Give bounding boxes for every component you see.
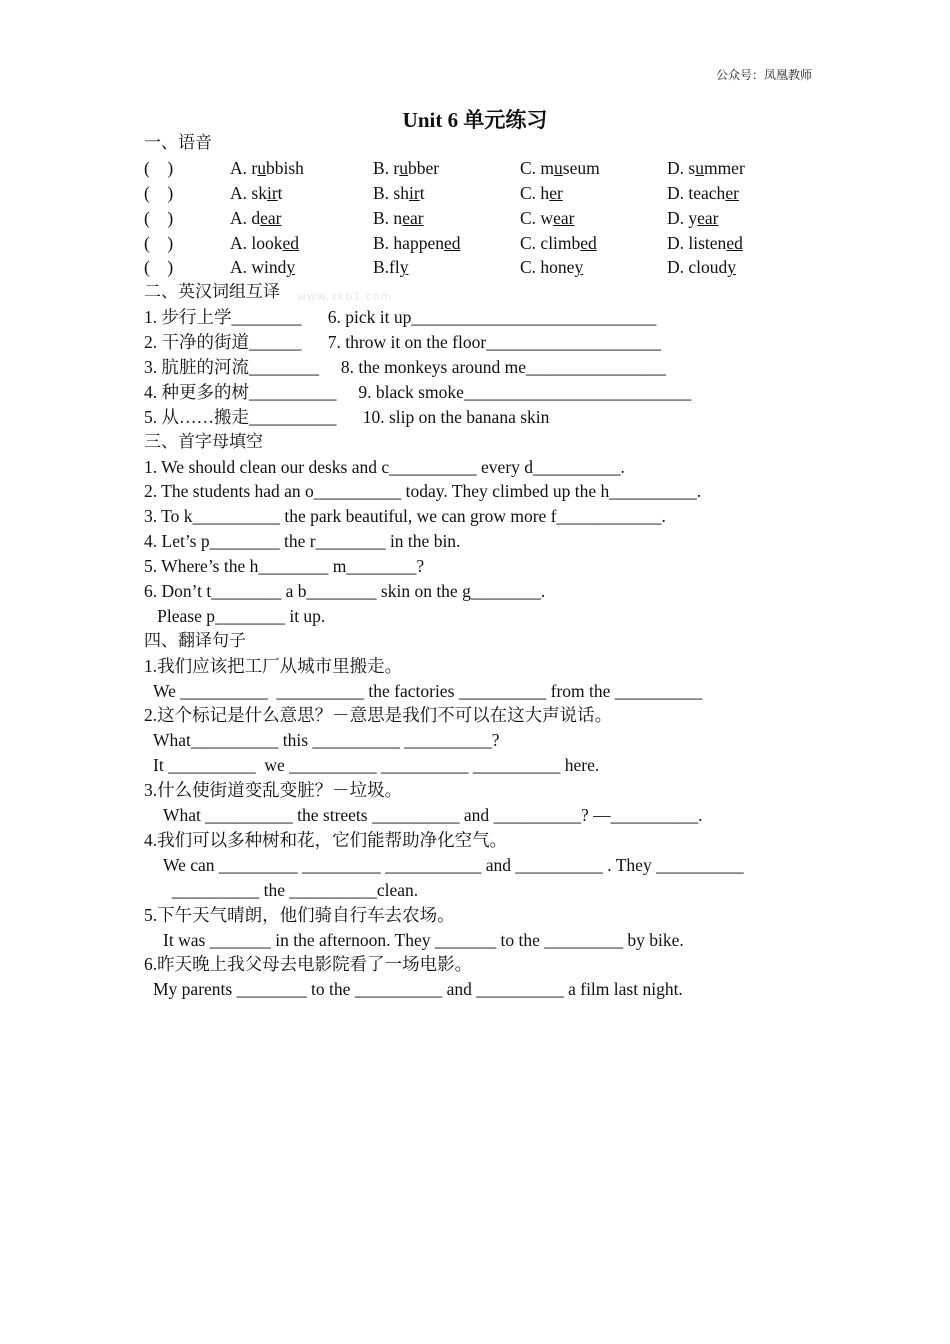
translation-answer-line: We __________ __________ the factories __________ from the __________ [153, 680, 703, 701]
translation-prompt: 4.我们可以多种树和花，它们能帮助净化空气。 [144, 829, 508, 850]
header-note: 公众号：凤凰教师 [715, 68, 812, 82]
section-heading-phonics: 一、语音 [144, 133, 212, 152]
option-text: t [277, 182, 283, 203]
first-letter-item: 3. To k__________ the park beautiful, we can grow more f____________. [144, 506, 666, 527]
watermark: www.xkb1.com [297, 290, 393, 303]
option-text: C. hone [520, 257, 575, 278]
phrase-item: 1. 步行上学________ 6. pick it up____________________________ [144, 307, 657, 328]
page-title: Unit 6 单元练习 [402, 108, 548, 132]
option-text: D. cloud [667, 257, 728, 278]
option-text: mmer [703, 157, 745, 178]
option-text: C. w [520, 207, 554, 228]
option-text: seum [562, 157, 600, 178]
worksheet-content [144, 131, 824, 1002]
underlined-letters: ed [443, 232, 461, 253]
option-c [520, 231, 597, 256]
option-text: D. teach [667, 182, 726, 203]
translation-prompt: 2.这个标记是什么意思？－意思是我们不可以在这大声说话。 [144, 705, 613, 726]
option-text: A. wind [230, 257, 287, 278]
option-text: A. look [230, 232, 283, 253]
option-text: D. listen [667, 232, 727, 253]
phonics-row [144, 156, 824, 181]
option-c [520, 181, 563, 206]
translation-answer-line: My parents ________ to the __________ and __________ a film last night. [153, 979, 683, 1000]
option-b [373, 231, 461, 256]
answer-bracket: ( ) [144, 257, 174, 278]
option-b [373, 255, 409, 280]
underlined-letters: ed [282, 232, 300, 253]
option-text: B. n [373, 207, 403, 228]
option-text: B.fl [373, 257, 400, 278]
phonics-row [144, 206, 824, 231]
option-text: A. sk [230, 182, 267, 203]
answer-bracket: ( ) [144, 157, 174, 178]
underlined-letters: y [574, 257, 584, 278]
option-text: C. climb [520, 232, 581, 253]
option-a [230, 181, 283, 206]
underlined-letters: ed [580, 232, 597, 253]
phonics-row [144, 231, 824, 256]
option-d [667, 181, 739, 206]
first-letter-item: 1. We should clean our desks and c__________ every d__________. [144, 456, 625, 477]
translation-answer-line: It was _______ in the afternoon. They _______ to the _________ by bike. [163, 929, 684, 950]
phonics-row [144, 255, 824, 280]
underlined-letters: er [725, 182, 739, 203]
underlined-letters: ed [726, 232, 743, 253]
phonics-row [144, 181, 824, 206]
option-d [667, 206, 719, 231]
option-d [667, 231, 743, 256]
phrase-item: 4. 种更多的树__________ 9. black smoke__________________________ [144, 381, 692, 402]
translation-prompt: 5.下午天气晴朗，他们骑自行车去农场。 [144, 904, 455, 925]
underlined-letters: ear [553, 207, 575, 228]
underlined-letters: u [554, 157, 563, 178]
option-b [373, 181, 425, 206]
translation-prompt: 3.什么使街道变乱变脏？－垃圾。 [144, 780, 403, 801]
underlined-letters: ear [402, 207, 424, 228]
option-text: bbish [265, 157, 304, 178]
phrase-item: 3. 肮脏的河流________ 8. the monkeys around me________________ [144, 357, 667, 378]
translation-answer-line: It __________ we __________ __________ __________ here. [153, 755, 600, 776]
underlined-letters: y [286, 257, 296, 278]
underlined-letters: y [399, 257, 409, 278]
option-text: D. y [667, 207, 698, 228]
option-a [230, 255, 295, 280]
option-a [230, 156, 304, 181]
underlined-letters: ir [266, 182, 278, 203]
section-heading-translation: 四、翻译句子 [144, 630, 246, 650]
phrase-item: 5. 从……搬走__________ 10. slip on the banana skin [144, 406, 550, 427]
phrase-item: 2. 干净的街道______ 7. throw it on the floor____________________ [144, 332, 662, 353]
first-letter-item: Please p________ it up. [144, 605, 326, 626]
answer-bracket: ( ) [144, 232, 174, 253]
option-text: C. h [520, 182, 550, 203]
option-text: A. r [230, 157, 258, 178]
section-heading-phrases: 二、英汉词组互译 [144, 282, 280, 302]
underlined-letters: ear [260, 207, 282, 228]
option-d [667, 156, 745, 181]
option-d [667, 255, 736, 280]
underlined-letters: u [257, 157, 266, 178]
translation-prompt: 6.昨天晚上我父母去电影院看了一场电影。 [144, 954, 473, 975]
option-text: B. sh [373, 182, 409, 203]
phonics-rows [144, 156, 824, 280]
translation-answer-line: What __________ the streets __________ and __________? —__________. [163, 805, 703, 826]
underlined-letters: u [695, 157, 704, 178]
underlined-letters: ir [408, 182, 420, 203]
option-c [520, 206, 574, 231]
translation-prompt: 1.我们应该把工厂从城市里搬走。 [144, 655, 403, 676]
underlined-letters: ear [697, 207, 719, 228]
option-a [230, 206, 282, 231]
option-text: t [419, 182, 425, 203]
answer-bracket: ( ) [144, 182, 174, 203]
option-b [373, 156, 439, 181]
answer-bracket: ( ) [144, 207, 174, 228]
translation-lines [144, 654, 824, 1002]
translation-answer-line: We can _________ _________ ___________ and __________ . They __________ [163, 854, 744, 875]
option-c [520, 156, 600, 181]
translation-answer-line: __________ the __________clean. [163, 879, 419, 900]
underlined-letters: y [727, 257, 737, 278]
underlined-letters: u [399, 157, 408, 178]
first-letter-item: 6. Don’t t________ a b________ skin on the g________. [144, 581, 546, 602]
phrase-lines [144, 305, 824, 429]
first-letter-item: 4. Let’s p________ the r________ in the bin. [144, 531, 461, 552]
option-c [520, 255, 583, 280]
first-letter-lines [144, 455, 824, 629]
option-text: D. s [667, 157, 696, 178]
option-b [373, 206, 424, 231]
option-text: bber [408, 157, 440, 178]
first-letter-item: 5. Where’s the h________ m________? [144, 556, 425, 577]
option-a [230, 231, 299, 256]
section-heading-first-letter: 三、首字母填空 [144, 431, 263, 451]
option-text: C. m [520, 157, 555, 178]
option-text: B. r [373, 157, 400, 178]
translation-answer-line: What__________ this __________ __________? [153, 730, 500, 751]
option-text: A. d [230, 207, 261, 228]
option-text: B. happen [373, 232, 444, 253]
underlined-letters: er [549, 182, 563, 203]
first-letter-item: 2. The students had an o__________ today. They climbed up the h__________. [144, 481, 702, 502]
